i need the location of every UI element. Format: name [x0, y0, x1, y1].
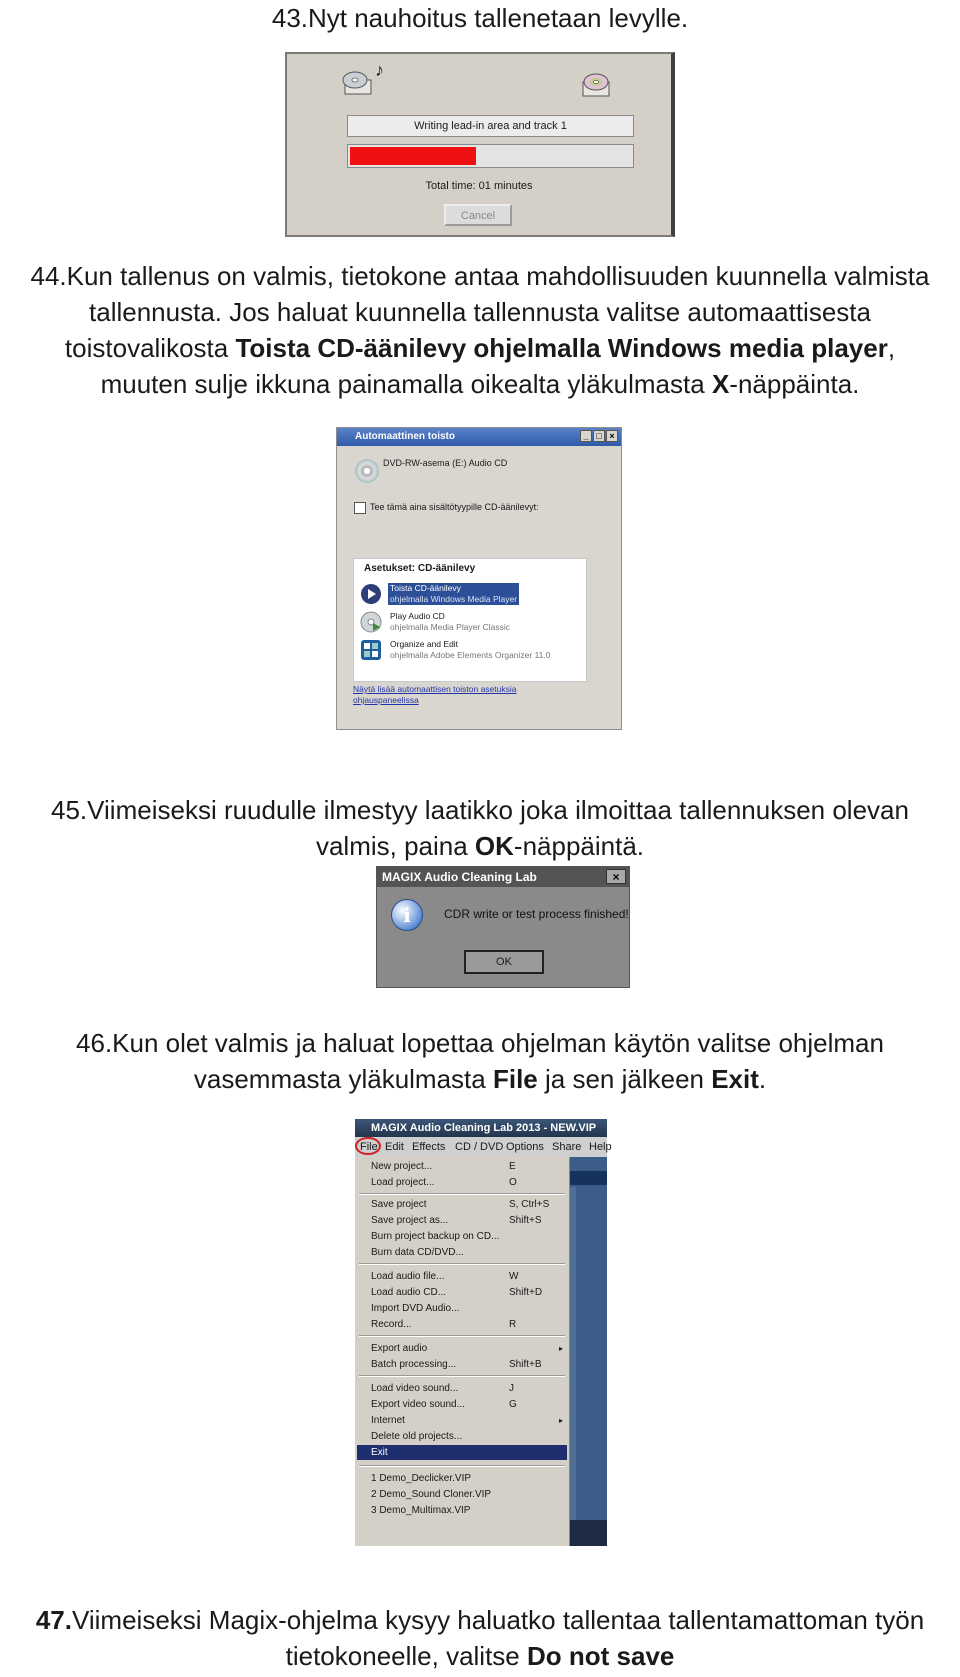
option-play-wmp[interactable]: Toista CD-äänilevy ohjelmalla Windows Media Player: [358, 581, 580, 607]
menu-item-import-dvd-audio[interactable]: Import DVD Audio...: [371, 1303, 460, 1314]
options-panel: [353, 558, 587, 682]
options-title: Asetukset: CD-äänilevy: [364, 563, 476, 574]
step-44-line3: toistovalikosta Toista CD-äänilevy ohjelmalla Windows media player,: [64, 333, 896, 363]
menu-cd-dvd[interactable]: CD / DVD: [455, 1141, 504, 1153]
menu-item-burn-data-cd-dvd[interactable]: Burn data CD/DVD...: [371, 1247, 464, 1258]
menu-item-save-project[interactable]: Save project S, Ctrl+S: [371, 1199, 550, 1210]
cd-drive-icon: [355, 459, 379, 483]
autoplay-titlebar: Automaattinen toisto _ □ ×: [337, 428, 621, 446]
menu-item-exit[interactable]: Exit: [357, 1445, 567, 1460]
step-45-line2: valmis, paina OK-näppäintä.: [315, 831, 645, 861]
cancel-button[interactable]: Cancel: [444, 204, 512, 226]
menu-file[interactable]: File: [360, 1141, 378, 1153]
minimize-button[interactable]: _: [580, 430, 592, 442]
file-emphasis: File: [492, 1064, 538, 1094]
burn-progress-fill: [350, 147, 476, 165]
finish-message: CDR write or test process finished!: [444, 907, 629, 921]
burn-progress-dialog: [285, 52, 675, 237]
menu-help[interactable]: Help: [589, 1141, 612, 1153]
close-button[interactable]: ×: [606, 869, 626, 884]
menu-item-load-video-sound[interactable]: Load video sound... J: [371, 1383, 514, 1394]
close-button[interactable]: ×: [606, 430, 618, 442]
organizer-icon: [360, 639, 382, 661]
submenu-arrow-icon: ▸: [558, 1416, 563, 1425]
menu-share[interactable]: Share: [552, 1141, 582, 1153]
menu-item-internet[interactable]: Internet ▸: [371, 1415, 563, 1426]
app-titlebar: MAGIX Audio Cleaning Lab 2013 - NEW.VIP: [355, 1119, 607, 1137]
x-key-emphasis: X: [711, 369, 730, 399]
info-icon: i: [391, 899, 423, 931]
menu-item-save-project-as[interactable]: Save project as... Shift+S: [371, 1215, 542, 1226]
finish-dialog: [376, 866, 630, 988]
always-do-label: Tee tämä aina sisältötyypille CD-äänilevyt:: [370, 502, 539, 512]
do-not-save-emphasis: Do not save: [527, 1641, 675, 1671]
finish-titlebar: MAGIX Audio Cleaning Lab ×: [377, 867, 629, 887]
menu-item-record[interactable]: Record... R: [371, 1319, 517, 1330]
step-47-number: 47.: [35, 1605, 72, 1635]
step-44-line1: 44.Kun tallenus on valmis, tietokone antaa mahdollisuuden kuunnella valmista: [30, 261, 930, 291]
ok-key-emphasis: OK: [474, 831, 514, 861]
step-47-line2: tietokoneelle, valitse Do not save: [285, 1641, 675, 1671]
menu-item-batch-processing[interactable]: Batch processing... Shift+B: [371, 1359, 542, 1370]
menu-item-export-audio[interactable]: Export audio ▸: [371, 1343, 563, 1354]
menu-item-2-demo-sound-cloner-vip[interactable]: 2 Demo_Sound Cloner.VIP: [371, 1489, 492, 1500]
app-background: [570, 1157, 607, 1546]
menu-item-new-project[interactable]: New project... E: [371, 1161, 516, 1172]
total-time-text: Total time: 01 minutes: [425, 180, 533, 192]
ok-button[interactable]: OK: [464, 950, 544, 974]
menu-options[interactable]: Options: [506, 1141, 544, 1153]
burn-progress-bar: [347, 144, 634, 168]
menu-item-1-demo-declicker-vip[interactable]: 1 Demo_Declicker.VIP: [371, 1473, 472, 1484]
music-note-icon: ♪: [375, 60, 384, 80]
menu-item-3-demo-multimax-vip[interactable]: 3 Demo_Multimax.VIP: [371, 1505, 471, 1516]
exit-emphasis: Exit: [711, 1064, 759, 1094]
menu-edit[interactable]: Edit: [385, 1141, 404, 1153]
media-player-icon: [360, 583, 382, 605]
step-44-line2: tallennusta. Jos haluat kuunnella tallennusta valitse automaattisesta: [89, 297, 871, 327]
menu-effects[interactable]: Effects: [412, 1141, 446, 1153]
more-options-link[interactable]: Näytä lisää automaattisen toiston asetuksia ohjauspaneelissa: [353, 684, 517, 705]
step-43-text: 43.Nyt nauhoitus tallenetaan levylle.: [271, 3, 689, 33]
menu-item-load-audio-file[interactable]: Load audio file... W: [371, 1271, 519, 1282]
menu-separator: [359, 1335, 565, 1337]
always-do-checkbox[interactable]: [354, 502, 366, 514]
step-46-line2: vasemmasta yläkulmasta File ja sen jälkeen Exit.: [193, 1064, 767, 1094]
menu-separator: [359, 1375, 565, 1377]
audio-cd-icon: [360, 611, 382, 633]
burn-status-text: Writing lead-in area and track 1: [347, 115, 634, 137]
menu-item-export-video-sound[interactable]: Export video sound... G: [371, 1399, 517, 1410]
step-47-line1: 47.Viimeiseksi Magix-ohjelma kysyy haluatko tallentaa tallentamattoman työn: [35, 1605, 925, 1635]
option-organize-edit[interactable]: Organize and Edit ohjelmalla Adobe Elements Organizer 11.0: [358, 637, 580, 663]
drive-label: DVD-RW-asema (E:) Audio CD: [383, 458, 508, 468]
cd-source-icon: [341, 68, 375, 98]
step-44-line4: muuten sulje ikkuna painamalla oikealta yläkulmasta X-näppäinta.: [100, 369, 860, 399]
submenu-arrow-icon: ▸: [558, 1344, 563, 1353]
menu-item-burn-project-backup-on-cd[interactable]: Burn project backup on CD...: [371, 1231, 500, 1242]
menu-separator: [359, 1263, 565, 1265]
play-option-emphasis: Toista CD-äänilevy ohjelmalla Windows media player: [235, 333, 888, 363]
option-play-classic[interactable]: Play Audio CD ohjelmalla Media Player Classic: [358, 609, 580, 635]
step-46-line1: 46.Kun olet valmis ja haluat lopettaa ohjelman käytön valitse ohjelman: [76, 1028, 884, 1058]
autoplay-dialog: [336, 427, 622, 730]
menu-item-delete-old-projects[interactable]: Delete old projects...: [371, 1431, 463, 1442]
file-menu-screenshot: [355, 1119, 612, 1546]
menu-separator: [359, 1193, 565, 1195]
maximize-button[interactable]: □: [593, 430, 605, 442]
step-45-line1: 45.Viimeiseksi ruudulle ilmestyy laatikko joka ilmoittaa tallennuksen olevan: [51, 795, 909, 825]
menu-item-load-project[interactable]: Load project... O: [371, 1177, 517, 1188]
menu-bar: [355, 1137, 612, 1157]
cd-target-icon: [579, 70, 613, 100]
menu-item-load-audio-cd[interactable]: Load audio CD... Shift+D: [371, 1287, 543, 1298]
menu-separator: [359, 1465, 565, 1467]
file-dropdown: [355, 1157, 570, 1546]
